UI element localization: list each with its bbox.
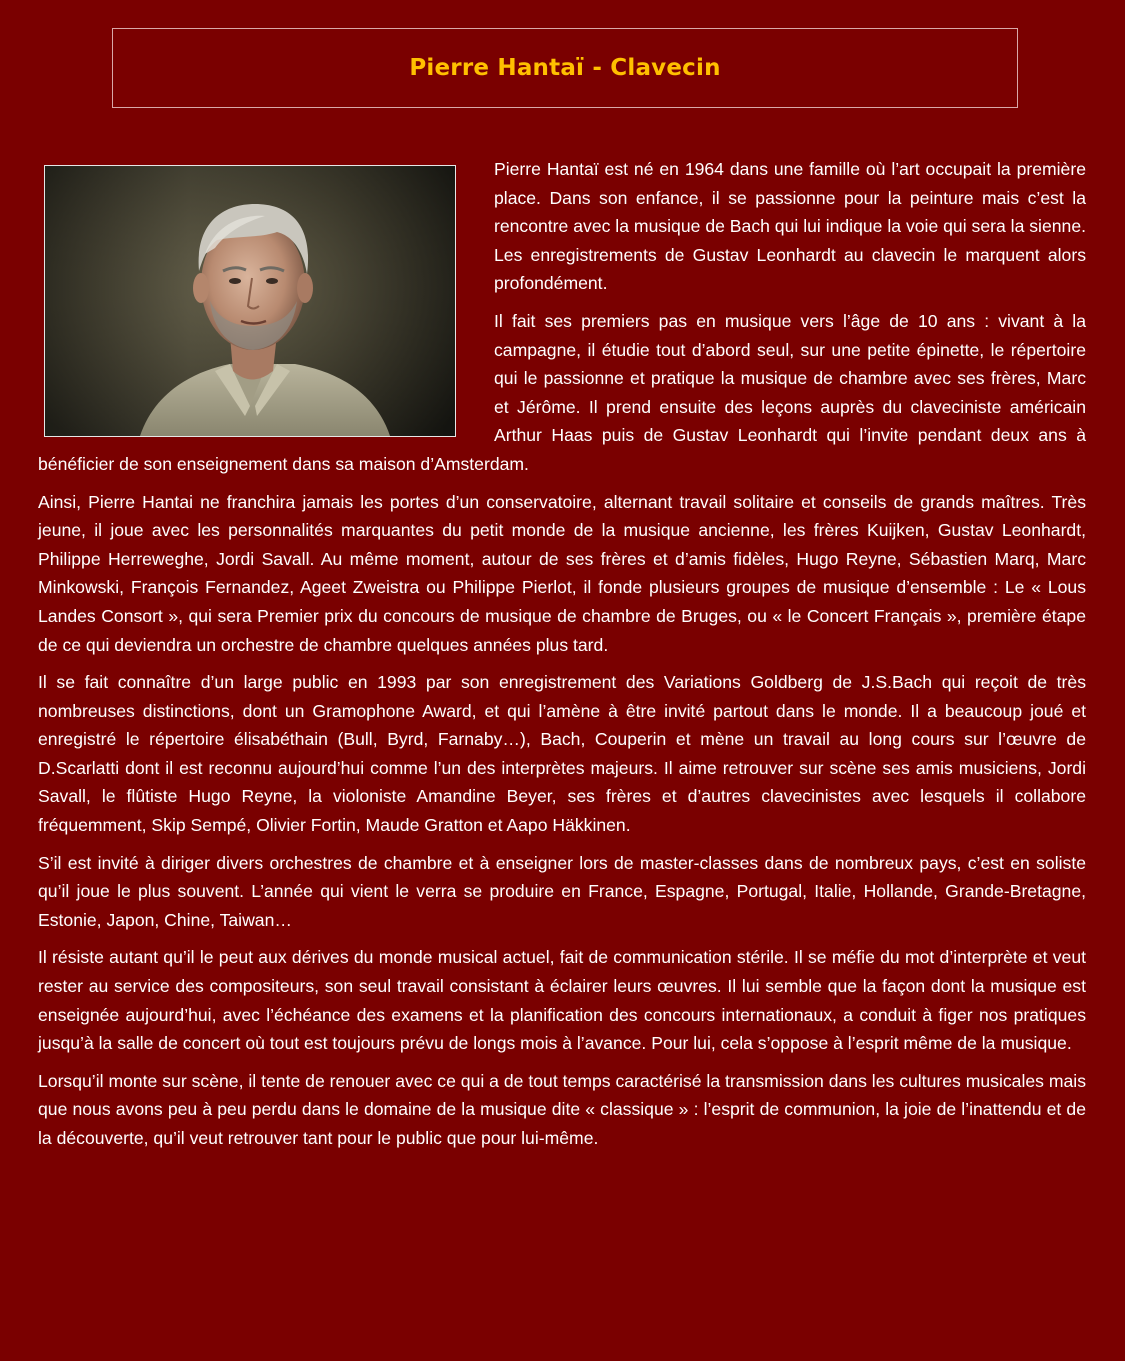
portrait-image [45,166,455,436]
paragraph-4: Il se fait connaître d’un large public en 1993 par son enregistrement des Variations Goldberg de J.S.Bach qui reçoit de très nombreuses distinctions, dont un Gramophone Award, et qui l’amène à être invité partout dans le monde. Il a beaucoup joué et enregistré le répertoire élisabéthain (Bull, Byrd, Farnaby…), Bach, Couperin et mène un travail au long cours sur l’œuvre de D.Scarlatti dont il est reconnu aujourd’hui comme l’un des interprètes majeurs. Il aime retrouver sur scène ses amis musiciens, Jordi Savall, le flûtiste Hugo Reyne, la violoniste Amandine Beyer, ses frères et d’autres clavecinistes avec lesquels il collabore fréquemment, Skip Sempé, Olivier Fortin, Maude Gratton et Aapo Häkkinen. [38,672,1086,836]
biography-text [38,155,1086,1162]
portrait-photo [44,165,456,437]
paragraph-1: Pierre Hantaï est né en 1964 dans une famille où l’art occupait la première place. Dans son enfance, il se passionne pour la peinture mais c’est la rencontre avec la musique de Bach qui lui indique la voie qui sera la sienne. Les enregistrements de Gustav Leonhardt au clavecin le marquent alors profondément. [494,159,1086,294]
title-box [112,28,1018,108]
paragraph-2: Il fait ses premiers pas en musique vers l’âge de 10 ans : vivant à la campagne, il étudie tout d’abord seul, sur une petite épinette, le répertoire qui le passionne et pratique la musique de chambre avec ses frères, Marc et Jérôme. Il prend ensuite des leçons auprès du claveciniste américain Arthur Haas puis de Gustav Leonhardt qui l’invite pendant deux ans à bénéficier de son enseignement dans sa maison d’Amsterdam. [38,310,1086,474]
paragraph-3: Ainsi, Pierre Hantai ne franchira jamais les portes d’un conservatoire, alternant travail solitaire et conseils de grands maîtres. Très jeune, il joue avec les personnalités marquantes du petit monde de la musique ancienne, les frères Kuijken, Gustav Leonhardt, Philippe Herreweghe, Jordi Savall. Au même moment, autour de ses frères et d’amis fidèles, Hugo Reyne, Sébastien Marq, Marc Minkowski, François Fernandez, Ageet Zweistra ou Philippe Pierlot, il fonde plusieurs groupes de musique d’ensemble : Le « Lous Landes Consort », qui sera Premier prix du concours de musique de chambre de Bruges, ou « le Concert Français », première étape de ce qui deviendra un orchestre de chambre quelques années plus tard. [38,491,1086,655]
paragraph-5: S’il est invité à diriger divers orchestres de chambre et à enseigner lors de master-classes dans de nombreux pays, c’est en soliste qu’il joue le plus souvent. L’année qui vient le verra se produire en France, Espagne, Portugal, Italie, Hollande, Grande-Bretagne, Estonie, Japon, Chine, Taiwan… [38,852,1086,930]
paragraph-6: Il résiste autant qu’il le peut aux dérives du monde musical actuel, fait de communication stérile. Il se méfie du mot d’interprète et veut rester au service des compositeurs, son seul travail consistant à éclairer leurs œuvres. Il lui semble que la façon dont la musique est enseignée aujourd’hui, avec l’échéance des examens et la planification des concours internationaux, a conduit à figer nos pratiques jusqu’à la salle de concert où tout est toujours prévu de longs mois à l’avance. Pour lui, cela s’oppose à l’esprit même de la musique. [38,947,1086,1054]
page-title: Pierre Hantaï - Clavecin [409,55,721,81]
paragraph-7: Lorsqu’il monte sur scène, il tente de renouer avec ce qui a de tout temps caractérisé la transmission dans les cultures musicales mais que nous avons peu à peu perdu dans le domaine de la musique dite « classique » : l’esprit de communion, la joie de l’inattendu et de la découverte, qu’il veut retrouver tant pour le public que pour lui-même. [38,1070,1086,1148]
